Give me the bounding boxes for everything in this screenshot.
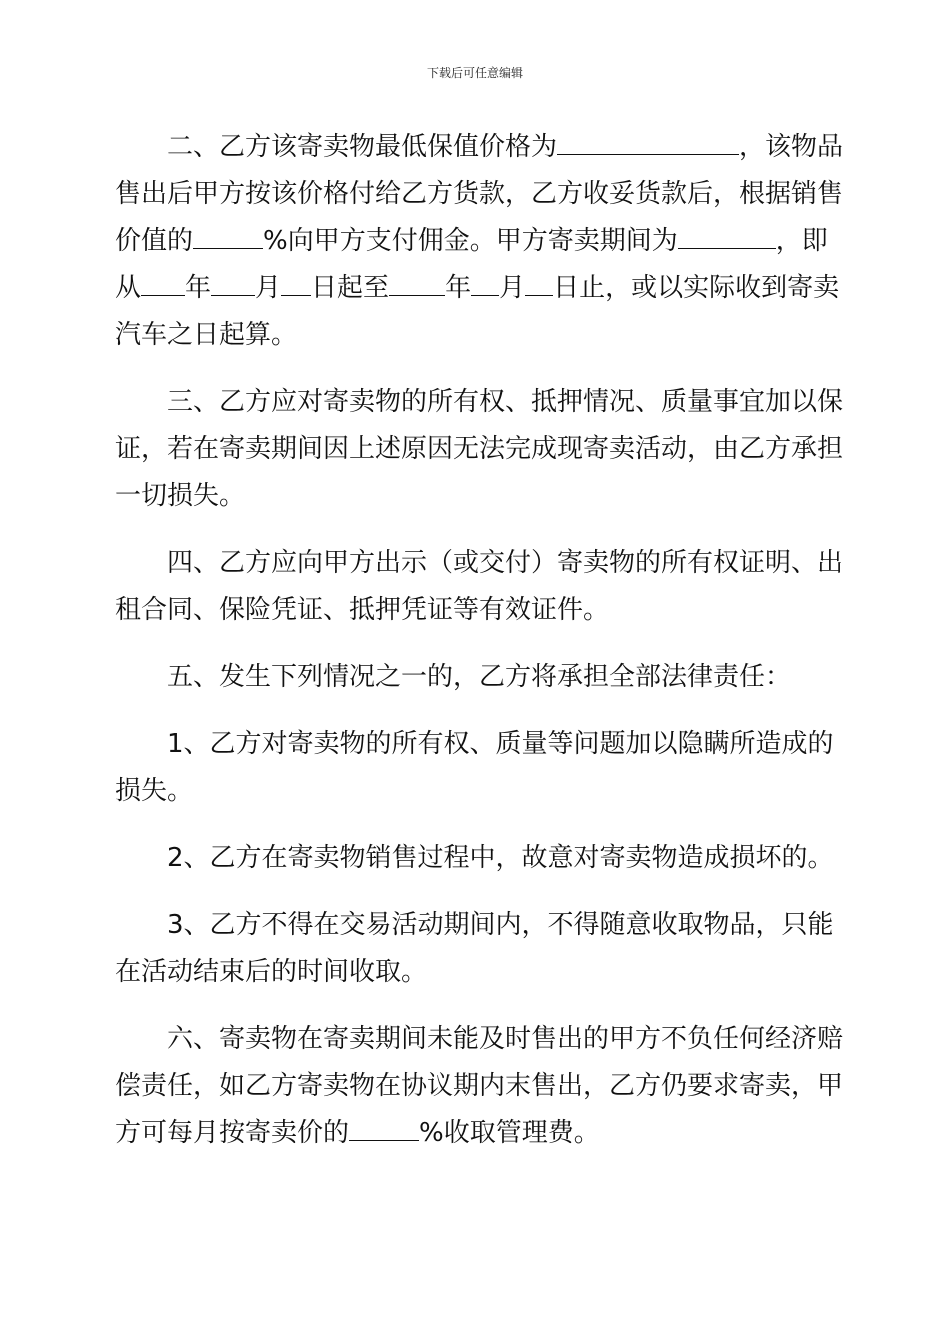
clause-2-line-5: 汽车之日起算。 — [115, 320, 298, 350]
clause-5-item-2 — [115, 835, 837, 882]
start-year-blank[interactable] — [141, 273, 185, 296]
clause-4-line-2: 租合同、保险凭证、抵押凭证等有效证件。 — [115, 595, 610, 625]
min-price-blank[interactable] — [557, 132, 739, 155]
clause-6 — [115, 1016, 844, 1157]
start-month-blank[interactable] — [211, 273, 255, 296]
clause-6-line-2: 偿责任，如乙方寄卖物在协议期内末售出，乙方仍要求寄卖，甲 — [115, 1071, 844, 1101]
end-month-blank[interactable] — [471, 273, 499, 296]
page-header-note: 下载后可任意编辑 — [426, 66, 523, 80]
clause-5-item-1 — [115, 721, 837, 815]
clause-2-line-2: 售出后甲方按该价格付给乙方货款，乙方收妥货款后，根据销售 — [115, 179, 844, 209]
clause-3 — [115, 379, 844, 520]
end-day-blank[interactable] — [525, 273, 553, 296]
clause-6-line-1: 六、寄卖物在寄卖期间未能及时售出的甲方不负任何经济赔 — [167, 1024, 844, 1054]
item-3-line-1: 3、乙方不得在交易活动期间内，不得随意收取物品，只能 — [167, 910, 834, 940]
clause-5-item-3 — [115, 902, 837, 996]
clause-5-line-1: 五、发生下列情况之一的，乙方将承担全部法律责任： — [167, 662, 792, 692]
clause-2 — [115, 124, 844, 359]
clause-2-line-3: 价值的 %向甲方支付佣金。甲方寄卖期间为 ，即 — [115, 226, 828, 256]
clause-4-line-1: 四、乙方应向甲方出示（或交付）寄卖物的所有权证明、出 — [167, 548, 844, 578]
start-day-blank[interactable] — [281, 273, 311, 296]
clause-6-line-3: 方可每月按寄卖价的 %收取管理费。 — [115, 1118, 600, 1148]
document-body — [115, 124, 844, 1157]
item-3-line-2: 在活动结束后的时间收取。 — [115, 957, 428, 987]
consignment-period-blank[interactable] — [678, 226, 776, 249]
item-1-line-1: 1、乙方对寄卖物的所有权、质量等问题加以隐瞒所造成的 — [167, 729, 834, 759]
commission-percent-blank[interactable] — [193, 226, 263, 249]
clause-2-line-4: 从 年 月 日起至 年 月 日止，或以实际收到寄卖 — [115, 273, 840, 303]
clause-2-line-1: 二、乙方该寄卖物最低保值价格为 ，该物品 — [167, 132, 844, 162]
clause-4 — [115, 540, 844, 634]
end-year-blank[interactable] — [389, 273, 445, 296]
clause-5 — [115, 654, 837, 701]
clause-3-line-1: 三、乙方应对寄卖物的所有权、抵押情况、质量事宜加以保 — [167, 387, 844, 417]
clause-3-line-2: 证，若在寄卖期间因上述原因无法完成现寄卖活动，由乙方承担 — [115, 434, 844, 464]
item-1-line-2: 损失。 — [115, 776, 194, 806]
clause-3-line-3: 一切损失。 — [115, 481, 246, 511]
management-fee-percent-blank[interactable] — [349, 1118, 419, 1141]
item-2-line-1: 2、乙方在寄卖物销售过程中，故意对寄卖物造成损坏的。 — [167, 843, 834, 873]
